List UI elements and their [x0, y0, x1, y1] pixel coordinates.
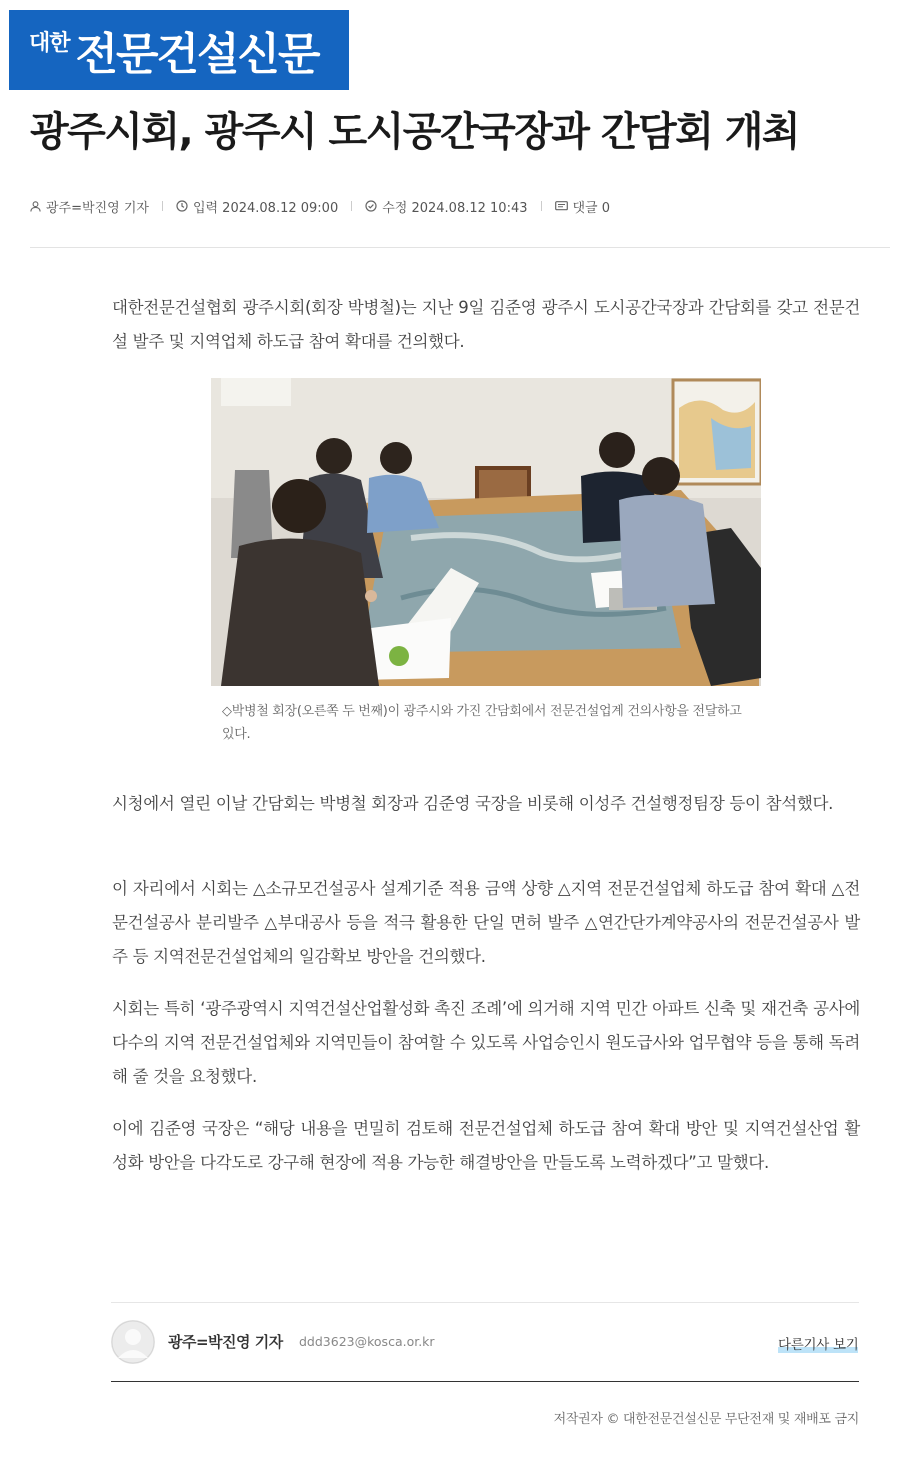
logo-big-text: 전문건설신문 — [75, 29, 319, 80]
meta-divider — [351, 201, 352, 211]
avatar — [111, 1320, 155, 1364]
author-box-divider — [111, 1302, 859, 1303]
photo-caption: ◇박병철 회장(오른쪽 두 번째)이 광주시와 가진 간담회에서 전문건설업계 건의사항을 전달하고 있다. — [222, 704, 742, 742]
article-paragraph: 이 자리에서 시회는 △소규모건설공사 설계기준 적용 금액 상향 △지역 전문건설업체 하도급 참여 확대 △전문건설공사 분리발주 △부대공사 등을 적극 활용한 단일 면허 발주 △연간단가계약공사의 전문건설공사 발주 등 지역전문건설업체의 일감확보 방안을 건의했다. — [112, 879, 860, 966]
author-box-bottom-divider — [111, 1381, 859, 1382]
avatar-placeholder-icon — [111, 1320, 155, 1364]
author-name: 광주=박진영 기자 — [168, 1333, 283, 1351]
article-paragraph: 대한전문건설협회 광주시회(회장 박병철)는 지난 9일 김준영 광주시 도시공간국장과 간담회를 갖고 전문건설 발주 및 지역업체 하도급 참여 확대를 건의했다. — [112, 298, 860, 351]
check-clock-icon — [365, 200, 377, 212]
article-paragraph: 시청에서 열린 이날 간담회는 박병철 회장과 김준영 국장을 비롯해 이성주 건설행정팀장 등이 참석했다. — [112, 794, 834, 813]
copyright-notice: 저작권자 © 대한전문건설신문 무단전재 및 재배포 금지 — [553, 1412, 859, 1427]
article-photo[interactable] — [211, 378, 761, 686]
other-articles-link[interactable]: 다른기사 보기 — [778, 1333, 858, 1353]
header-divider — [30, 247, 890, 248]
reporter-text: 광주=박진영 기자 — [46, 200, 149, 216]
site-logo[interactable] — [9, 10, 349, 90]
logo-small-text: 대한 — [29, 31, 70, 56]
article-title: 광주시회, 광주시 도시공간국장과 간담회 개최 — [30, 109, 800, 155]
comment-icon — [555, 201, 568, 212]
article-paragraph: 이에 김준영 국장은 “해당 내용을 면밀히 검토해 전문건설업체 하도급 참여 확대 방안 및 지역건설산업 활성화 방안을 다각도로 강구해 현장에 적용 가능한 해결방안을 만들도록 노력하겠다”고 말했다. — [112, 1119, 860, 1172]
meta-reporter[interactable] — [30, 197, 149, 216]
person-icon — [30, 201, 41, 212]
meta-comments[interactable] — [555, 197, 611, 216]
article-meta — [30, 196, 610, 216]
meta-divider — [162, 201, 163, 211]
comments-text: 댓글 0 — [572, 200, 611, 216]
clock-icon — [176, 200, 188, 212]
published-text: 입력 2024.08.12 09:00 — [192, 200, 339, 216]
meta-modified — [365, 197, 527, 216]
meta-divider — [541, 201, 542, 211]
meeting-photo-image — [211, 378, 761, 686]
author-email[interactable]: ddd3623@kosca.or.kr — [299, 1334, 435, 1349]
article-paragraph: 시회는 특히 ‘광주광역시 지역건설산업활성화 촉진 조례’에 의거해 지역 민간 아파트 신축 및 재건축 공사에 다수의 지역 전문건설업체와 지역민들이 참여할 수 있도록 사업승인시 원도급사와 업무협약 등을 통해 독려해 줄 것을 요청했다. — [112, 999, 860, 1086]
meta-published — [176, 197, 338, 216]
modified-text: 수정 2024.08.12 10:43 — [382, 200, 528, 216]
